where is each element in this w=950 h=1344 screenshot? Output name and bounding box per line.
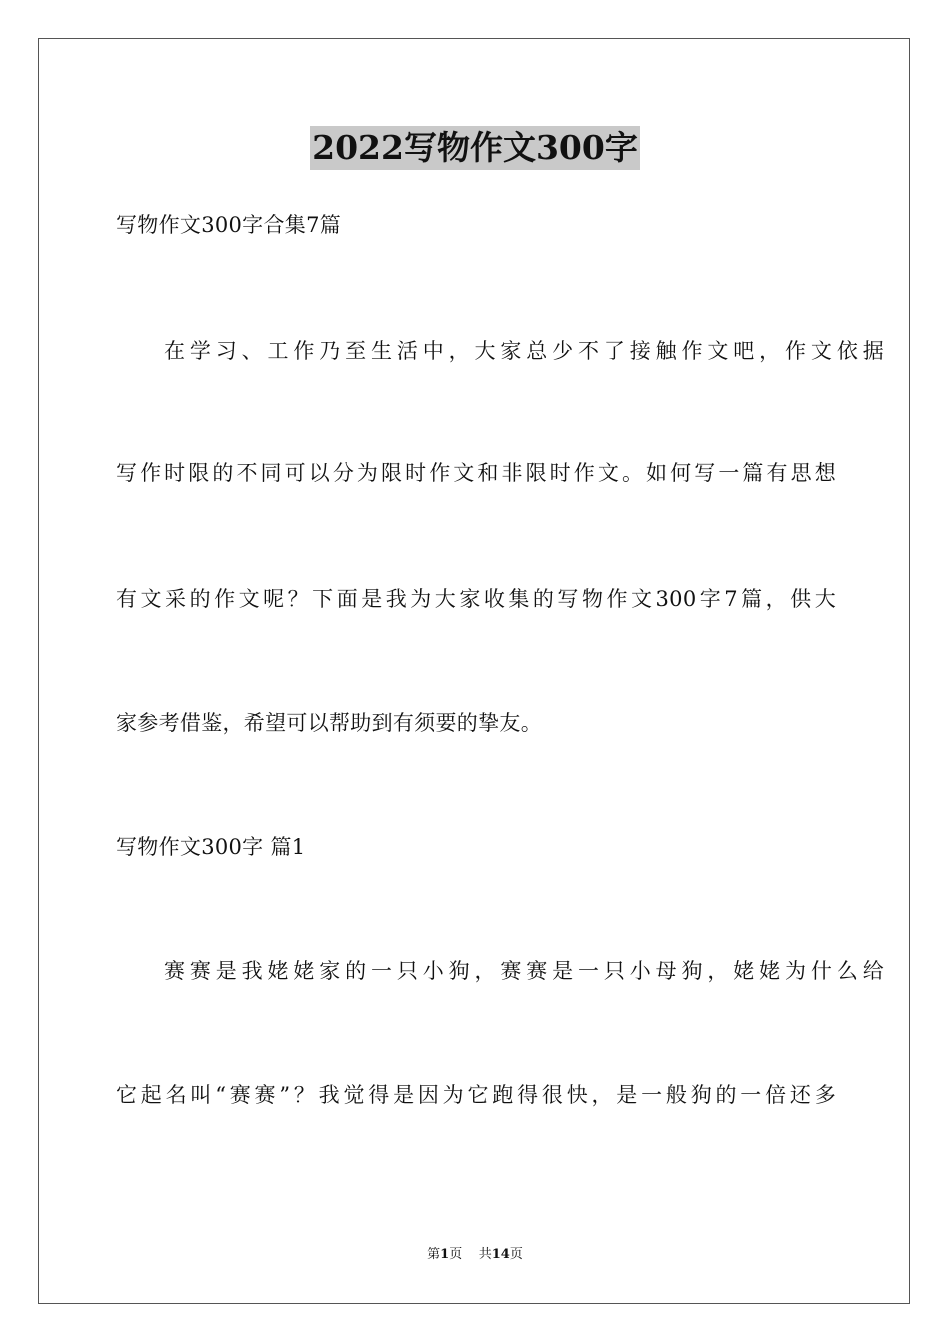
paragraph-line-3: 有文采的作文呢？下面是我为大家收集的写物作文300字7篇，供大 [116, 587, 836, 611]
paragraph-line-1: 在学习、工作乃至生活中，大家总少不了接触作文吧，作文依据 [164, 339, 884, 363]
paragraph-line-4: 家参考借鉴，希望可以帮助到有须要的挚友。 [116, 711, 542, 735]
section-heading: 写物作文300字 篇1 [116, 835, 306, 859]
page-current: 1 [440, 1247, 450, 1262]
total-suffix: 页 [509, 1247, 523, 1262]
title-container [0, 126, 950, 170]
section-line-1: 赛赛是我姥姥家的一只小狗，赛赛是一只小母狗，姥姥为什么给 [164, 959, 884, 983]
total-prefix: 共 [478, 1247, 492, 1262]
document-subtitle: 写物作文300字合集7篇 [116, 213, 342, 237]
document-title: 2022写物作文300字 [310, 126, 640, 170]
page-footer [0, 1246, 950, 1264]
page-prefix: 第 [427, 1247, 441, 1262]
page-total: 14 [491, 1247, 510, 1262]
section-line-2: 它起名叫“赛赛”？我觉得是因为它跑得很快，是一般狗的一倍还多 [116, 1083, 836, 1107]
paragraph-line-2: 写作时限的不同可以分为限时作文和非限时作文。如何写一篇有思想 [116, 461, 836, 485]
page-suffix: 页 [449, 1247, 463, 1262]
